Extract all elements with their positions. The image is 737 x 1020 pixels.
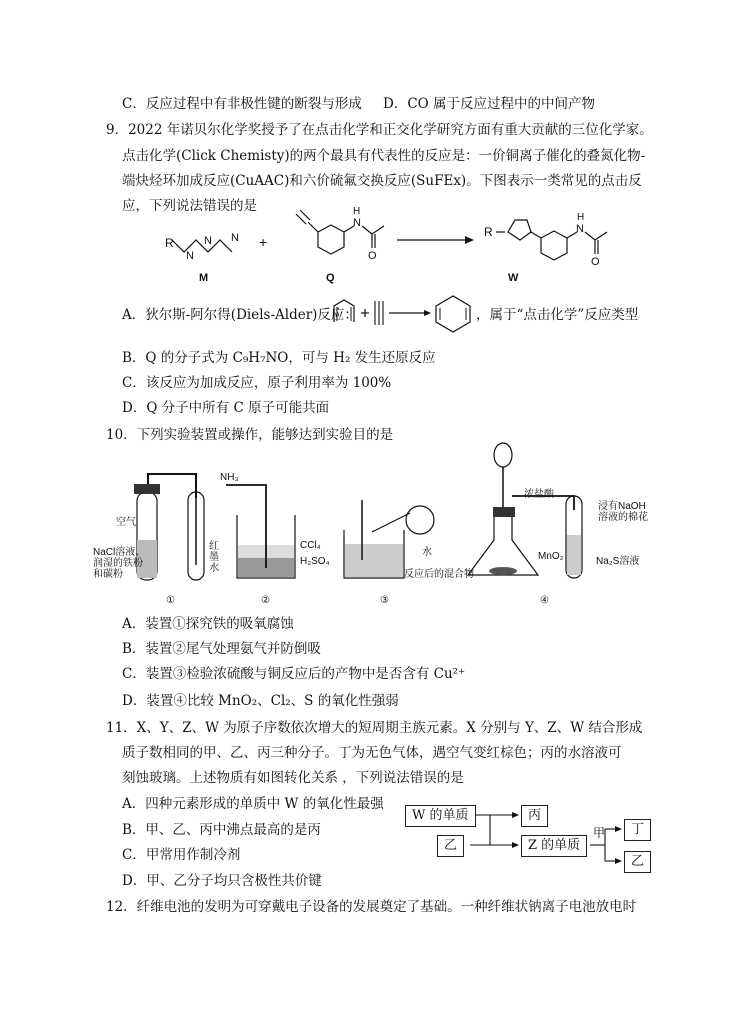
label-red-ink-1: 红 [209, 541, 219, 552]
label-naoh-1: 浸有NaOH [598, 501, 646, 512]
label-w: W [508, 272, 519, 284]
flow-z-single: Z 的单质 [521, 835, 587, 857]
q9-stem-line4: 应，下列说法错误的是 [122, 198, 257, 214]
label-mixture: 反应后的混合物 [404, 569, 474, 580]
label-water: 水 [422, 547, 432, 558]
q9-stem-line3: 端炔烃环加成反应(CuAAC)和六价硫氟交换反应(SuFEx)。下图表示一类常见的点击反 [122, 173, 642, 189]
q11-stem-line3: 刻蚀玻璃。上述物质有如图转化关系 ，下列说法错误的是 [122, 770, 464, 786]
label-q: Q [326, 272, 335, 284]
m-n-label: N [186, 250, 194, 262]
flow-yi2: 乙 [624, 851, 651, 873]
q-h-label: H [353, 206, 361, 217]
m-r-label: R [165, 236, 174, 250]
q-o-label: O [368, 250, 377, 262]
q8-option-c: C．反应过程中有非极性键的断裂与形成 [122, 96, 362, 112]
q-n-label: N [353, 217, 361, 229]
w-h-label: H [577, 212, 585, 223]
label-apparatus-4: ④ [540, 595, 549, 606]
label-nh3: NH₃ [220, 472, 239, 483]
q9-stem-line1: 9．2022 年诺贝尔化学奖授予了在点击化学和正交化学研究方面有重大贡献的三位化学家。 [106, 122, 653, 138]
flow-bing: 丙 [521, 805, 548, 827]
q11-stem-line2: 质子数相同的甲、乙、丙三种分子。丁为无色气体，遇空气变红棕色；丙的水溶液可 [122, 745, 622, 761]
label-conc-hcl: 浓盐酸 [524, 489, 554, 500]
q11-stem-line1: 11．X、Y、Z、W 为原子序数依次增大的短周期主族元素。X 分别与 Y、Z、W 结合形成 [106, 720, 643, 736]
label-m: M [199, 272, 209, 284]
flow-ding: 丁 [624, 819, 651, 841]
q9-option-c: C．该反应为加成反应，原子利用率为 100% [122, 375, 392, 391]
m-n2-label: N [204, 235, 212, 247]
label-naoh-2: 溶液的棉花 [598, 512, 648, 523]
q9-option-b: B．Q 的分子式为 C₉H₇NO，可与 H₂ 发生还原反应 [122, 350, 436, 366]
q10-option-c: C．装置③检验浓硫酸与铜反应后的产物中是否含有 Cu²⁺ [122, 666, 466, 682]
q10-option-b: B．装置②尾气处理氨气并防倒吸 [122, 641, 321, 657]
label-red-ink-3: 水 [209, 563, 219, 574]
q11-option-d: D．甲、乙分子均只含极性共价键 [122, 873, 322, 889]
q10-option-a: A．装置①探究铁的吸氧腐蚀 [122, 616, 294, 632]
q8-option-d: D．CO 属于反应过程中的中间产物 [383, 96, 596, 112]
w-o-label: O [591, 256, 600, 268]
flow-yi: 乙 [437, 835, 464, 857]
m-n3-label: N [231, 232, 239, 244]
w-r-label: R [484, 225, 493, 239]
label-apparatus-3: ③ [380, 595, 389, 606]
w-n-label: N [576, 223, 584, 235]
label-air: 空气 [116, 517, 136, 528]
q10-stem: 10．下列实验装置或操作，能够达到实验目的是 [106, 427, 394, 443]
label-nacl-3: 和碳粉 [93, 569, 123, 580]
flow-w-single: W 的单质 [405, 805, 476, 827]
q9-option-a-text2: ，属于“点击化学”反应类型 [476, 307, 639, 323]
label-h2so4: H₂SO₄ [300, 556, 330, 567]
flow-jia-label: 甲 [593, 826, 606, 840]
q9-option-d: D．Q 分子中所有 C 原子可能共面 [122, 400, 330, 416]
q9-stem-line2: 点击化学(Click Chemisty)的两个最具有代表性的反应是：一价铜离子催化的叠氮化物- [122, 148, 646, 164]
q10-option-d: D．装置④比较 MnO₂、Cl₂、S 的氧化性强弱 [122, 693, 399, 709]
label-nacl-1: NaCl溶液、 [93, 547, 146, 558]
label-apparatus-2: ② [261, 595, 270, 606]
label-nacl-2: 润湿的铁粉 [93, 558, 143, 569]
label-ccl4: CCl₄ [300, 540, 321, 551]
q11-option-b: B．甲、乙、丙中沸点最高的是丙 [122, 822, 321, 838]
label-apparatus-1: ① [166, 595, 175, 606]
label-na2s: Na₂S溶液 [596, 556, 640, 567]
q11-option-c: C．甲常用作制冷剂 [122, 847, 241, 863]
label-red-ink-2: 墨 [209, 552, 219, 563]
q9-option-a-text1: A．狄尔斯-阿尔得(Diels-Alder)反应： [122, 307, 358, 323]
q11-option-a: A．四种元素形成的单质中 W 的氧化性最强 [122, 796, 384, 812]
plus-sign: + [259, 234, 268, 250]
label-mno2: MnO₂ [538, 551, 564, 562]
q12-stem-line1: 12．纤维电池的发明为可穿戴电子设备的发展奠定了基础。一种纤维状钠离子电池放电时 [106, 899, 637, 915]
